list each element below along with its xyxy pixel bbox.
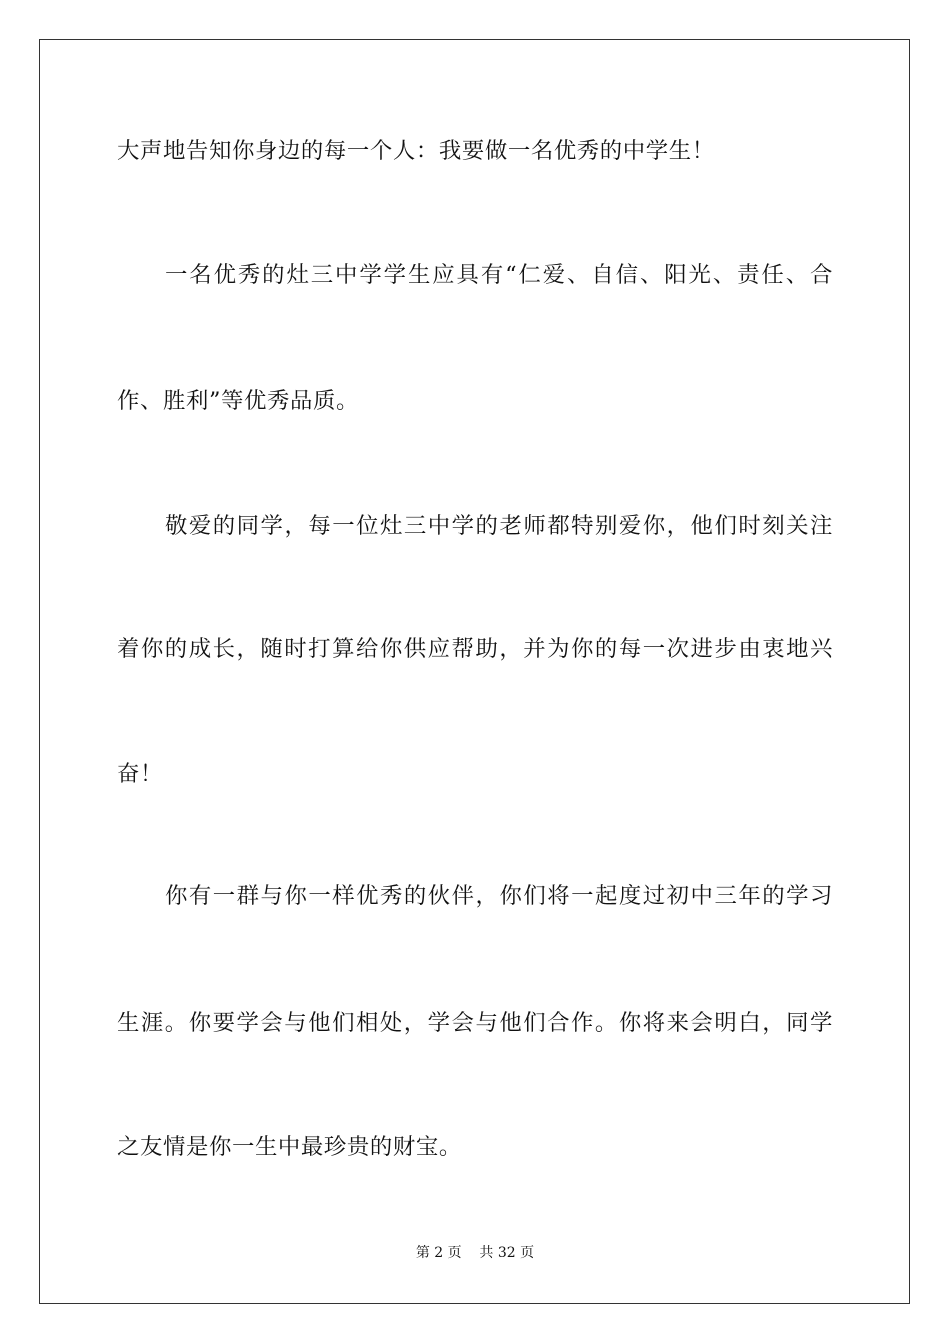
text-line: 作、胜利”等优秀品质。: [117, 388, 359, 414]
page-border: [39, 39, 910, 1304]
text-line: 奋！: [117, 761, 163, 787]
text-line: 敬爱的同学，每一位灶三中学的老师都特别爱你，他们时刻关注: [165, 513, 833, 539]
text-line: 着你的成长，随时打算给你供应帮助，并为你的每一次进步由衷地兴: [117, 636, 833, 662]
page-number: 第 2 页 共 32 页: [415, 1245, 535, 1261]
text-line: 生涯。你要学会与他们相处，学会与他们合作。你将来会明白，同学: [117, 1010, 833, 1036]
text-line: 一名优秀的灶三中学学生应具有“仁爱、自信、阳光、责任、合: [165, 262, 833, 288]
text-line: 你有一群与你一样优秀的伙伴，你们将一起度过初中三年的学习: [165, 883, 833, 909]
text-line: 之友情是你一生中最珍贵的财宝。: [117, 1134, 462, 1160]
text-line: 大声地告知你身边的每一个人：我要做一名优秀的中学生！: [117, 138, 715, 164]
